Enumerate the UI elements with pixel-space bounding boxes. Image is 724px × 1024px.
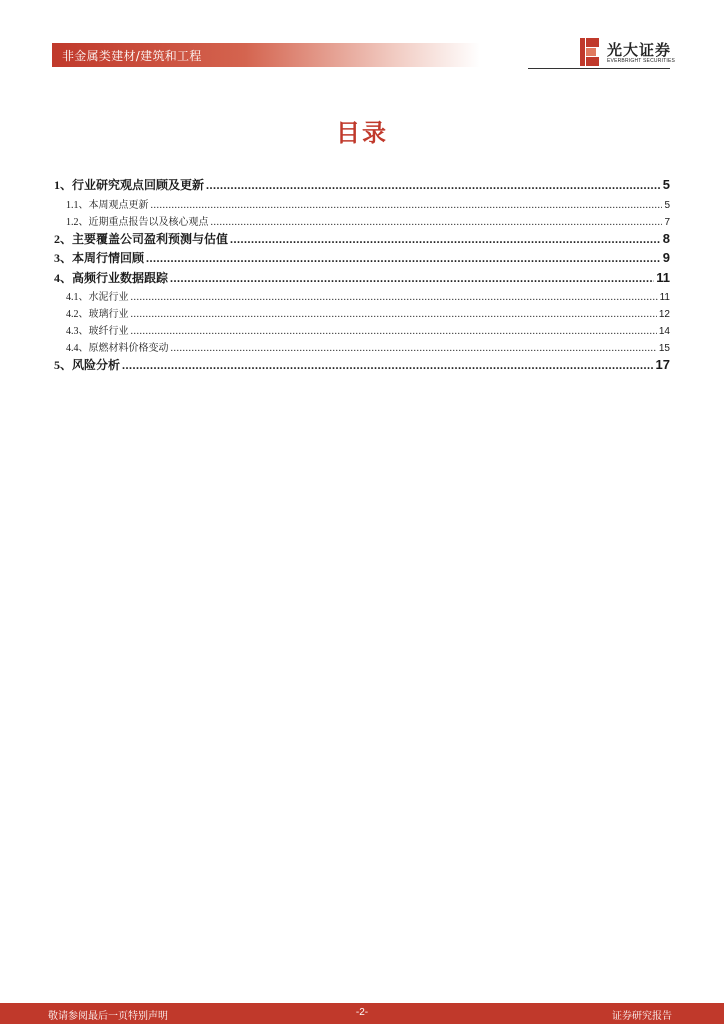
logo-text-en: EVERBRIGHT SECURITIES [607, 58, 676, 64]
toc-number: 4、 [54, 270, 73, 285]
toc-number: 4.2、 [66, 309, 89, 320]
toc-number: 5、 [54, 358, 73, 372]
toc-number: 4.3、 [66, 326, 89, 337]
toc-entry[interactable] [54, 176, 670, 196]
toc-entry[interactable] [54, 213, 670, 230]
toc-number: 1、 [54, 178, 73, 192]
toc-entry[interactable] [54, 356, 670, 376]
page-number: -2- [355, 1007, 369, 1018]
toc-entry[interactable] [54, 230, 670, 250]
toc-leader [146, 251, 661, 266]
toc-leader [211, 217, 663, 228]
toc-page: 8 [662, 230, 670, 246]
toc-title: 本周行情回顾 [72, 251, 145, 265]
toc-leader [151, 200, 663, 211]
company-logo [580, 38, 680, 68]
toc-number: 4.1、 [66, 292, 89, 303]
toc-title: 主要覆盖公司盈利预测与估值 [72, 231, 229, 246]
table-of-contents [54, 176, 670, 376]
toc-entry[interactable] [54, 305, 670, 322]
toc-page: 17 [655, 357, 670, 372]
toc-title: 水泥行业 [88, 292, 129, 303]
toc-page: 5 [664, 199, 670, 211]
toc-page: 14 [658, 326, 670, 337]
toc-number: 2、 [54, 231, 73, 246]
logo-text-cn: 光大证券 [607, 41, 672, 59]
toc-leader [122, 358, 654, 373]
toc-entry[interactable] [54, 269, 670, 289]
toc-page: 12 [658, 309, 670, 320]
footer-disclaimer: 敬请参阅最后一页特别声明 [48, 1011, 168, 1022]
toc-entry[interactable] [54, 288, 670, 305]
toc-leader [131, 309, 657, 320]
toc-leader [230, 232, 661, 247]
toc-page: 15 [658, 343, 670, 354]
toc-entry[interactable] [54, 196, 670, 213]
toc-number: 1.1、 [66, 199, 89, 211]
toc-leader [131, 292, 658, 303]
toc-title: 风险分析 [72, 358, 121, 372]
toc-title: 本周观点更新 [88, 199, 149, 211]
page-title: 目录 [336, 119, 388, 147]
toc-entry[interactable] [54, 322, 670, 339]
page-footer [0, 1003, 724, 1024]
logo-mark-icon [580, 38, 600, 66]
toc-number: 3、 [54, 251, 73, 265]
header-divider [528, 68, 670, 69]
toc-title: 行业研究观点回顾及更新 [72, 178, 205, 192]
toc-page: 11 [656, 269, 670, 285]
toc-page: 5 [662, 177, 670, 192]
toc-leader [170, 271, 654, 286]
toc-leader [206, 178, 661, 193]
footer-report-type: 证券研究报告 [612, 1011, 672, 1022]
toc-entry[interactable] [54, 249, 670, 269]
toc-page: 9 [662, 250, 670, 265]
toc-leader [171, 343, 657, 354]
header-category: 非金属类建材/建筑和工程 [62, 49, 202, 63]
toc-page: 7 [664, 216, 670, 228]
toc-entry[interactable] [54, 339, 670, 356]
toc-title: 高频行业数据跟踪 [72, 270, 169, 285]
toc-page: 11 [659, 292, 670, 303]
toc-number: 4.4、 [66, 343, 89, 354]
toc-title: 原燃材料价格变动 [88, 343, 169, 354]
toc-title: 玻纤行业 [88, 326, 129, 337]
toc-title: 玻璃行业 [88, 309, 129, 320]
toc-leader [131, 326, 657, 337]
toc-title: 近期重点报告以及核心观点 [88, 216, 209, 228]
toc-number: 1.2、 [66, 216, 89, 228]
